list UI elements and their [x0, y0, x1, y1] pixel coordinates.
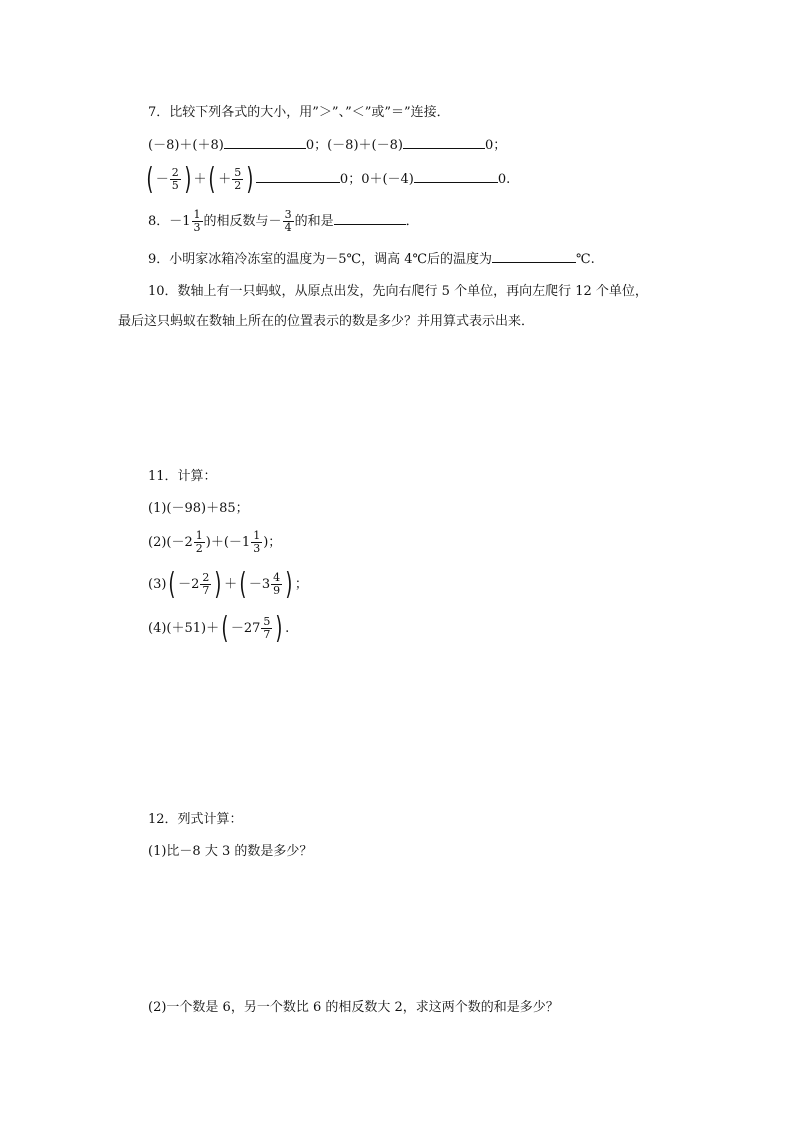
answer-blank[interactable]	[224, 134, 306, 149]
right-paren: )	[214, 566, 222, 602]
left-paren: (	[208, 161, 216, 197]
left-paren: (	[221, 610, 229, 646]
fraction: $\frac{5}{2}$	[234, 166, 242, 192]
fraction: $\frac{2}{7}$	[202, 571, 210, 597]
question-10-line-1: 10．数轴上有一只蚂蚁，从原点出发，先向右爬行 5 个单位，再向左爬行 12 个单位，	[148, 284, 648, 299]
question-12-part-2: (2)一个数是 6，另一个数比 6 的相反数大 2，求这两个数的和是多少？	[148, 1000, 559, 1015]
answer-blank[interactable]	[414, 168, 498, 183]
answer-blank[interactable]	[334, 210, 406, 225]
q7-expr-5: 0.	[497, 172, 511, 187]
q7-expr-3: 0；	[484, 138, 507, 153]
question-11-part-3: (3)( －2 $\frac{2}{7}$ ) ＋( －3 $\frac{4}{9}$ ) ；	[148, 566, 308, 602]
question-7-title: 7．比较下列各式的大小，用”＞”、”＜”或”＝”连接．	[148, 105, 450, 120]
q8-end: ．	[405, 214, 419, 229]
question-11-part-4: (4)(＋51)＋( －27 $\frac{5}{7}$ ) .	[148, 610, 290, 646]
q8-suffix: 的和是	[294, 214, 334, 229]
q7-expr-2: 0；(－8)＋(－8)	[305, 138, 403, 153]
q9-unit: ℃.	[576, 252, 595, 267]
right-paren: )	[246, 161, 254, 197]
right-paren: )	[285, 566, 293, 602]
fraction: $\frac{5}{7}$	[263, 615, 271, 641]
right-paren: )	[275, 610, 283, 646]
q7-plus: ＋	[193, 172, 207, 187]
question-12-title: 12．列式计算：	[148, 812, 243, 827]
q7-expr-4: 0；0＋(－4)	[339, 172, 414, 187]
q7-sign-1: －	[155, 172, 169, 187]
fraction: $\frac{1}{3}$	[253, 529, 261, 555]
answer-blank[interactable]	[492, 248, 576, 263]
fraction: $\frac{4}{9}$	[273, 571, 281, 597]
answer-blank[interactable]	[256, 168, 340, 183]
fraction: $\frac{1}{2}$	[195, 529, 203, 555]
fraction: $\frac{3}{4}$	[284, 208, 292, 234]
question-8	[148, 208, 419, 236]
q8-mid: 的相反数与－	[203, 214, 282, 229]
left-paren: (	[146, 161, 154, 197]
question-12-part-1: (1)比－8 大 3 的数是多少？	[148, 844, 313, 859]
q8-prefix: 8．－1	[148, 214, 191, 229]
fraction: $\frac{2}{5}$	[171, 166, 179, 192]
question-11-part-2: (2)(－2 $\frac{1}{2}$ )＋(－1 $\frac{1}{3}$ )；	[148, 529, 282, 555]
right-paren: )	[184, 161, 192, 197]
answer-blank[interactable]	[403, 134, 485, 149]
left-paren: (	[168, 566, 176, 602]
question-11-title: 11．计算：	[148, 469, 217, 484]
question-7-line-2	[144, 161, 511, 197]
question-7-line-1	[148, 134, 506, 155]
q7-expr-1: (－8)＋(＋8)	[148, 138, 224, 153]
fraction: $\frac{1}{3}$	[193, 208, 201, 234]
question-10-line-2: 最后这只蚂蚁在数轴上所在的位置表示的数是多少？并用算式表示出来．	[118, 314, 535, 329]
question-11-part-1: (1)(－98)＋85；	[148, 501, 249, 516]
q9-text: 9．小明家冰箱冷冻室的温度为－5℃，调高 4℃后的温度为	[148, 252, 493, 267]
left-paren: (	[239, 566, 247, 602]
question-9	[148, 248, 595, 269]
q7-sign-2: ＋	[218, 172, 232, 187]
